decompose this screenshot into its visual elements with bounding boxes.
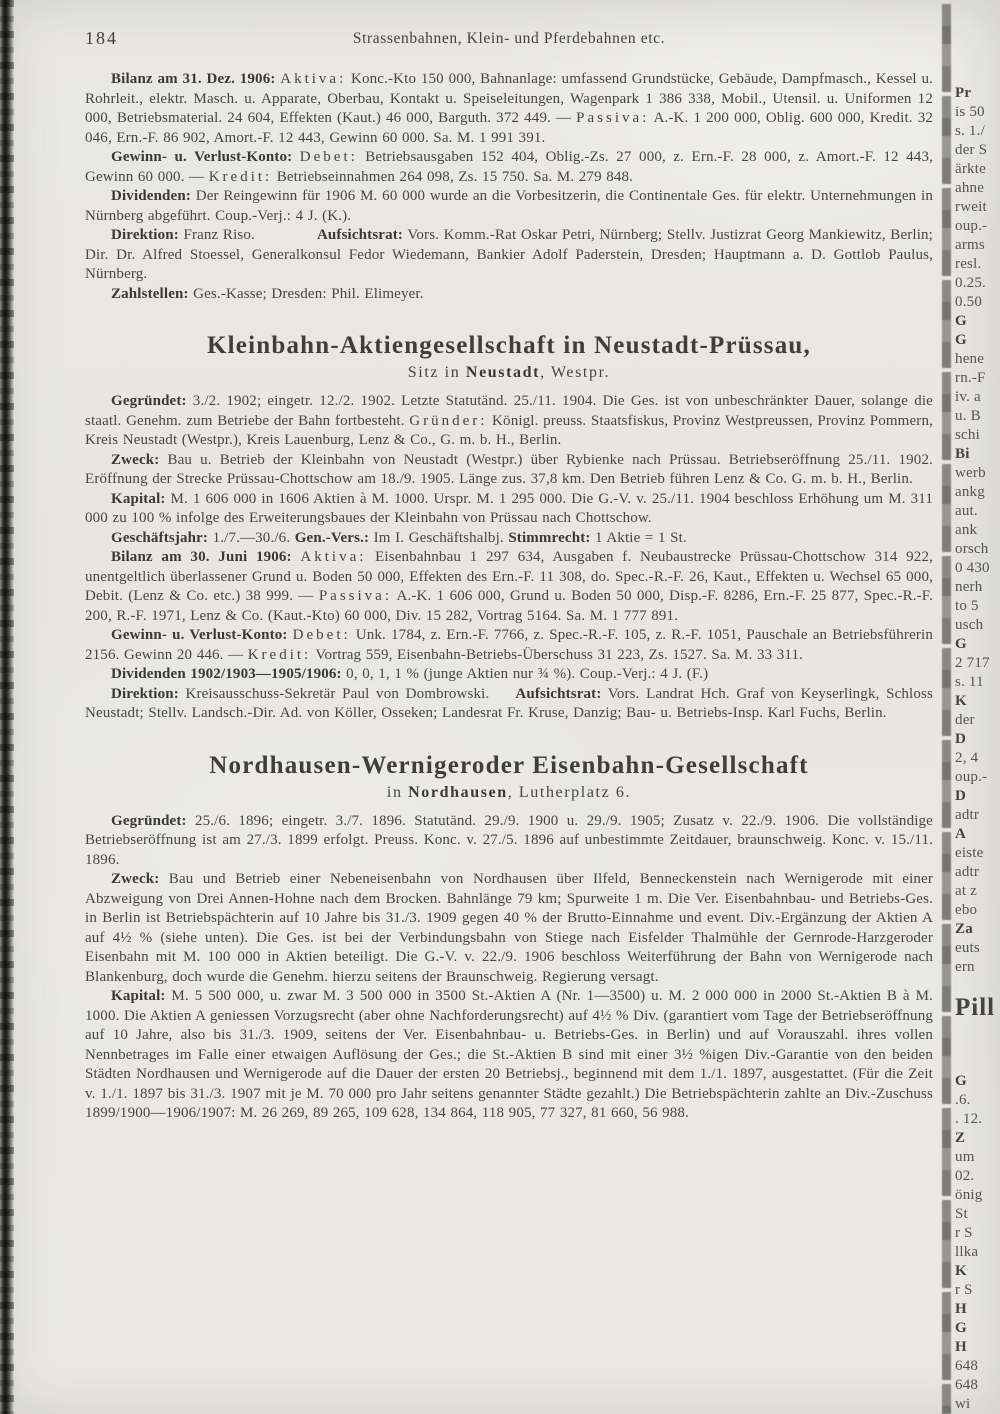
entry-label: Kapital: <box>111 988 166 1004</box>
edge-text-fragment: adtr <box>955 807 980 823</box>
edge-text-fragment: adtr <box>955 864 980 880</box>
edge-text-fragment: G <box>955 313 967 329</box>
entry-label: Dividenden: <box>111 188 191 204</box>
entry-label: Kapital: <box>111 490 166 507</box>
edge-text-fragment: at z <box>955 883 978 899</box>
entry-label: Zweck: <box>111 871 160 887</box>
entry-label: Zweck: <box>111 451 160 468</box>
text-run: M. 5 500 000, u. zwar M. 3 500 000 in 3500 St.-Aktien A (Nr. 1—3500) u. M. 2 000 000 in 2000 St.-Aktien B à M. 1000. Die Aktien A geniessen Vorzugsrecht (aber ohne Nachforderungsrecht) auf 4½ % Div. (garantiert vom Tage der Betriebseröffnung auf 10 Jahre, also bis 31./3. 1909, seitens der Ver. Eisenbahnbau- u. Betriebs-Ges. in Berlin) und auf Vorauszahl. ihres vollen Nennbetrages im Falle einer etwaigen Auflösung der Ges.; die St.-Aktien B sind mit einer 3½ %igen Div.-Garantie von den beiden Städten Nordhausen und Wernigerode auf die Dauer der ersten 20 Betriebsj., beginnend mit dem 1./1. 1897, ausgestattet. (Für die Zeit v. 1./1. 1897 bis 31./3. 1907 mit je M. 70 000 pro Jahr seitens genannter Städte gezahlt.) Die Betriebspächterin zahlte an Div.-Zuschuss 1899/1900—1906/1907: M. 26 269, 89 265, 109 628, 134 864, 118 905, 77 327, 81 660, 56 988. <box>85 988 933 1121</box>
edge-text-fragment: schi <box>955 427 980 443</box>
entry-label: Nordhausen <box>408 783 508 801</box>
text-run: M. 1 606 000 in 1606 Aktien à M. 1000. Urspr. M. 1 295 000. Die G.-V. v. 25./11. 1904 beschloss Erhöhung um M. 311 000 zu 100 % infolge des Erweiterungsbaues der Kleinbahn von Prüssau nach Chottschow. <box>85 490 933 526</box>
edge-text-fragment: . 12. <box>955 1111 983 1127</box>
text-run: Gründer: <box>409 412 488 429</box>
edge-text-fragment: wi <box>955 1396 971 1412</box>
edge-text-fragment: Bi <box>955 446 970 462</box>
text-run: Bau u. Betrieb der Kleinbahn von Neustadt (Westpr.) über Rybienke nach Prüssau. Betriebseröffnung 25./11. 1902. Eröffnung der Strecke Prüssau-Chottschow am 18./9. 1905. Länge zus. 37,8 km. Den Betrieb führen Lenz & Co. G. m. b. H., Berlin. <box>85 451 933 487</box>
entry-paragraph <box>85 148 933 187</box>
running-title: Strassenbahnen, Klein- und Pferdebahnen etc. <box>352 30 666 47</box>
edge-text-fragment: K <box>955 1263 967 1279</box>
entry-paragraph <box>85 665 933 685</box>
binding-edge <box>0 0 14 1414</box>
entry-label: Direktion: <box>111 685 179 702</box>
edge-text-fragment: Pr <box>955 85 972 101</box>
entry-section-kleinbahn-neustadt-pruessau <box>85 331 933 724</box>
text-run: in <box>386 783 409 801</box>
entry-label: Zahlstellen: <box>111 285 189 302</box>
entry-label: Dividenden 1902/1903—1905/1906: <box>111 666 342 682</box>
text-run: A.-K. 1 200 000, Oblig. 600 000, Kredit. 32 046, Ern.-F. 86 902, Amort.-F. 12 443, Gewinn 60 000. Sa. M. 1 991 391. <box>85 110 934 146</box>
entry-label: Aufsichtsrat: <box>316 227 404 243</box>
text-run: Vors. Komm.-Rat Oskar Petri, Nürnberg; Stellv. Justizrat Georg Mankiewitz, Berlin; Dir. Dr. Alfred Stoessel, Generalkonsul Fedor Wiedemann, Bankier Adolf Paderstein, Dresden; Hauptmann a. D. Gottlob Paulus, Nürnberg. <box>85 227 933 282</box>
edge-text-fragment: Z <box>955 1130 966 1146</box>
edge-text-fragment: ank <box>955 522 978 538</box>
text-run: 0, 0, 1, 1 % (junge Aktien nur ¾ %). Coup.-Verj.: 4 J. (F.) <box>341 666 709 682</box>
text-run: Passiva: <box>576 110 650 126</box>
edge-text-fragment: 0.50 <box>955 294 983 310</box>
text-run: Eisenbahnbau 1 297 634, Ausgaben f. Neubaustrecke Prüssau-Chottschow 314 922, unentgeltlich überlassener Grund u. Boden 50 000, Effekten des Ern.-F. 11 308, do. Spec.-R.-F. 26, Kaut., Effekten u. Wechsel 65 000, Debit. (Lenz & Co. etc.) 38 999. — <box>85 549 934 604</box>
entry-paragraph <box>85 626 933 665</box>
text-run: Kreisausschuss-Sekretär Paul von Dombrowski. <box>178 685 490 702</box>
edge-text-fragment: hene <box>955 351 985 367</box>
edge-text-fragment: iv. a <box>955 389 981 405</box>
text-run: Vortrag 559, Eisenbahn-Betriebs-Überschuss 31 223, Zs. 1527. Sa. M. 33 311. <box>311 646 804 663</box>
text-run: Bau und Betrieb einer Nebeneisenbahn von Nordhausen über Ilfeld, Benneckenstein nach Wernigerode mit einer Abzweigung von Drei Annen-Hohne nach dem Brocken. Bahnlänge 79 km; Spurweite 1 m. Die Ver. Eisenbahnbau- und Betriebs-Ges. in Berlin ist Betriebspächterin auf 10 Jahre bis 31./3. 1909 gegen 40 % der Brutto-Einnahme und event. Div.-Ergänzung der Aktien A auf 4½ % (siehe unten). Die Ges. ist bei der Verbindungsbahn von Stiege nach Eisfelder Thalmühle der Gernrode-Harzgeroder Eisenbahn mit M. 100 000 in Aktien beteiligt. Die G.-V. v. 22./9. 1906 beschloss Weiterführung der Bahn von Wernigerode nach Blankenburg, doch wurde die Genehm. hierzu seitens der Braunschweig. Regierung versagt. <box>85 871 933 985</box>
edge-text-fragment: usch <box>955 617 984 633</box>
entry-label: Direktion: <box>111 227 179 243</box>
entry-paragraph <box>85 187 933 226</box>
entry-paragraph <box>85 548 933 626</box>
entry-paragraph <box>85 285 933 305</box>
edge-text-fragment: .6. <box>955 1092 971 1108</box>
text-run: , Lutherplatz 6. <box>507 783 632 801</box>
edge-text-fragment: oup.- <box>955 218 988 234</box>
text-run: 25./6. 1896; eingetr. 3./7. 1896. Statutänd. 29./9. 1900 u. 29./9. 1905; Zusatz v. 22./9. 1906. Die vollständige Betriebseröffnung ist am 27./3. 1899 erfolgt. Preuss. Konc. v. 27./5. 1896 auf unbestimmte Zeitdauer, braunschweig. Konc. v. 15./11. 1896. <box>85 812 933 868</box>
text-run: 1./7.—30./6. <box>208 529 295 546</box>
text-run: Kredit: <box>208 168 273 185</box>
edge-text-fragment: 0 430 <box>955 560 990 576</box>
entry-paragraph <box>85 529 933 549</box>
entry-paragraph <box>85 451 933 490</box>
text-run: Ges.-Kasse; Dresden: Phil. Elimeyer. <box>188 285 424 302</box>
edge-text-fragment: G <box>955 1073 967 1089</box>
entry-label: Neustadt <box>465 364 541 381</box>
text-run: Betriebsausgaben 152 404, Oblig.-Zs. 27 000, z. Ern.-F. 28 000, z. Amort.-F. 12 443, Gewinn 60 000. — <box>85 149 933 185</box>
entry-label: Gegründet: <box>111 812 187 829</box>
edge-text-fragment: ebo <box>955 902 978 918</box>
edge-text-fragment: D <box>955 731 967 747</box>
edge-text-fragment: rweit <box>955 199 987 215</box>
edge-text-fragment: nerh <box>955 579 983 595</box>
text-run: Franz Riso. <box>178 227 255 243</box>
entry-label: Gewinn- u. Verlust-Konto: <box>111 627 288 643</box>
text-run: Sitz in <box>407 364 466 381</box>
entry-label: Geschäftsjahr: <box>111 529 209 546</box>
company-heading: Kleinbahn-Aktiengesellschaft in Neustadt-Prüssau, <box>207 332 811 359</box>
edge-text-fragment: G <box>955 636 967 652</box>
edge-text-fragment: 648 <box>955 1377 979 1393</box>
page-gutter-shadow <box>942 0 951 1414</box>
edge-text-fragment: r S <box>955 1282 973 1298</box>
page-header <box>85 28 933 54</box>
edge-text-fragment: der S <box>955 142 988 158</box>
edge-text-fragment: werb <box>955 465 986 481</box>
entry-section-nordhausen-wernigeroder <box>85 751 933 1124</box>
edge-text-fragment: euts <box>955 940 980 956</box>
edge-text-fragment: Za <box>955 921 973 937</box>
edge-text-fragment: aut. <box>955 503 978 519</box>
text-run: Unk. 1784, z. Ern.-F. 7766, z. Spec.-R.-F. 105, z. R.-F. 1051, Pauschale an Betriebsführerin 2156. Gewinn 20 446. — <box>85 627 933 663</box>
text-run: Kredit: <box>247 646 312 663</box>
entry-paragraph <box>85 987 933 1124</box>
text-run: A.-K. 1 606 000, Grund u. Boden 50 000, Disp.-F. 8286, Ern.-F. 25 877, Spec.-R.-F. 200, R.-F. 1971, Lenz & Co. (Kaut.-Kto) 60 000, Div. 15 282, Vortrag 5164. Sa. M. 1 777 891. <box>85 588 933 624</box>
edge-text-fragment: arms <box>955 237 985 253</box>
edge-text-fragment: ankg <box>955 484 985 500</box>
company-seat <box>85 783 933 803</box>
entry-label: Bilanz am 30. Juni 1906: <box>111 549 292 565</box>
edge-text-fragment: G <box>955 1320 967 1336</box>
text-run <box>292 149 299 165</box>
text-run: Im I. Geschäftshalbj. <box>369 529 509 546</box>
text-run: 1 Aktie = 1 St. <box>590 529 687 546</box>
entry-label: Gegründet: <box>111 393 187 409</box>
entry-paragraph <box>85 392 933 451</box>
page-number: 184 <box>85 28 118 48</box>
text-run: Aktiva: <box>280 71 347 87</box>
entry-label: Gewinn- u. Verlust-Konto: <box>111 149 293 165</box>
edge-text-fragment: Pill <box>955 994 996 1021</box>
entry-paragraphs <box>85 392 933 724</box>
entry-label: Gen.-Vers.: <box>294 529 370 546</box>
edge-text-fragment: u. B <box>955 408 981 424</box>
edge-text-fragment: ern <box>955 959 975 975</box>
edge-text-fragment: 02. <box>955 1168 975 1184</box>
text-run: 3./2. 1902; eingetr. 12./2. 1902. Letzte Statutänd. 25./11. 1904. Die Ges. ist von unbeschränkter Dauer, solange die staatl. Genehm. zum Betriebe der Bahn fortbesteht. <box>85 393 933 429</box>
edge-text-fragment: rn.-F <box>955 370 986 386</box>
edge-text-fragment: 2, 4 <box>955 750 979 766</box>
entry-paragraphs <box>85 812 933 1124</box>
company-seat <box>85 363 933 383</box>
edge-text-fragment: der <box>955 712 975 728</box>
edge-text-fragment: s. 11 <box>955 674 984 690</box>
edge-text-fragment: is 50 <box>955 104 985 120</box>
entry-paragraph <box>85 870 933 987</box>
edge-text-fragment: to 5 <box>955 598 979 614</box>
edge-text-fragment: ahne <box>955 180 985 196</box>
edge-text-fragment: A <box>955 826 967 842</box>
edge-text-fragment: D <box>955 788 967 804</box>
company-heading: Nordhausen-Wernigeroder Eisenbahn-Gesellschaft <box>209 751 809 779</box>
entry-paragraph <box>85 70 933 148</box>
text-run: Der Reingewinn für 1906 M. 60 000 wurde an die Vorbesitzerin, die Continentale Ges. für elektr. Unternehmungen in Nürnberg abgeführt. Coup.-Verj.: 4 J. (K.). <box>85 188 933 224</box>
entry-label: Bilanz am 31. Dez. 1906: <box>111 71 276 87</box>
edge-text-fragment: H <box>955 1301 967 1317</box>
edge-text-fragment: s. 1./ <box>955 123 985 139</box>
edge-text-fragment: resl. <box>955 256 982 272</box>
text-run: , Westpr. <box>540 364 611 381</box>
entry-label: Stimmrecht: <box>508 529 591 546</box>
adjacent-page-fragments <box>953 0 1000 1414</box>
entry-paragraph <box>85 226 933 285</box>
text-run: Aktiva: <box>300 549 367 565</box>
edge-text-fragment: 648 <box>955 1358 979 1374</box>
entry-section-continuation <box>85 70 933 304</box>
edge-text-fragment: 0.25. <box>955 275 986 291</box>
edge-text-fragment: r S <box>955 1225 973 1241</box>
edge-text-fragment: H <box>955 1339 967 1355</box>
edge-text-fragment: oup.- <box>955 769 988 785</box>
entry-paragraph <box>85 490 933 529</box>
text-run: Konc.-Kto 150 000, Bahnanlage: umfassend Grundstücke, Gebäude, Dampfmasch., Kessel u. Rohrleit., elektr. Masch. u. Apparate, Oberbau, Kontakt u. Speiseleitungen, Wagenpark 1 386 338, Mobil., Utensil. u. Uniformen 12 000, Betriebsmaterial. 24 604, Effekten (Kaut.) 46 000, Barguth. 372 449. — <box>85 71 933 126</box>
edge-text-fragment: 2 717 <box>955 655 990 671</box>
text-run: Königl. preuss. Staatsfiskus, Provinz Westpreussen, Provinz Pommern, Kreis Neustadt (Westpr.), Kreis Lauenburg, Lenz & Co., G. m. b. H., Berlin. <box>85 412 933 448</box>
entry-paragraphs <box>85 70 933 304</box>
text-run: Passiva: <box>318 588 393 604</box>
entry-paragraph <box>85 812 933 871</box>
edge-text-fragment: K <box>955 693 967 709</box>
entry-label: Aufsichtsrat: <box>515 685 602 702</box>
main-text-column <box>85 70 933 1124</box>
edge-text-fragment: eiste <box>955 845 984 861</box>
text-run: Betriebseinnahmen 264 098, Zs. 15 750. Sa. M. 279 848. <box>272 168 634 185</box>
edge-text-fragment: ärkte <box>955 161 986 177</box>
text-run: Vors. Landrat Hch. Graf von Keyserlingk, Schloss Neustadt; Stellv. Landsch.-Dir. Ad. von Köller, Osseken; Landesrat Fr. Kruse, Danzig; Bau- u. Betriebs-Insp. Karl Fuchs, Berlin. <box>85 685 934 721</box>
text-run: Debet: <box>299 149 358 165</box>
text-run: Debet: <box>292 627 351 643</box>
edge-text-fragment: um <box>955 1149 975 1165</box>
edge-text-fragment: G <box>955 332 967 348</box>
edge-text-fragment: orsch <box>955 541 989 557</box>
edge-text-fragment: llka <box>955 1244 979 1260</box>
edge-text-fragment: St <box>955 1206 968 1222</box>
edge-text-fragment: önig <box>955 1187 983 1203</box>
entry-paragraph <box>85 685 933 724</box>
